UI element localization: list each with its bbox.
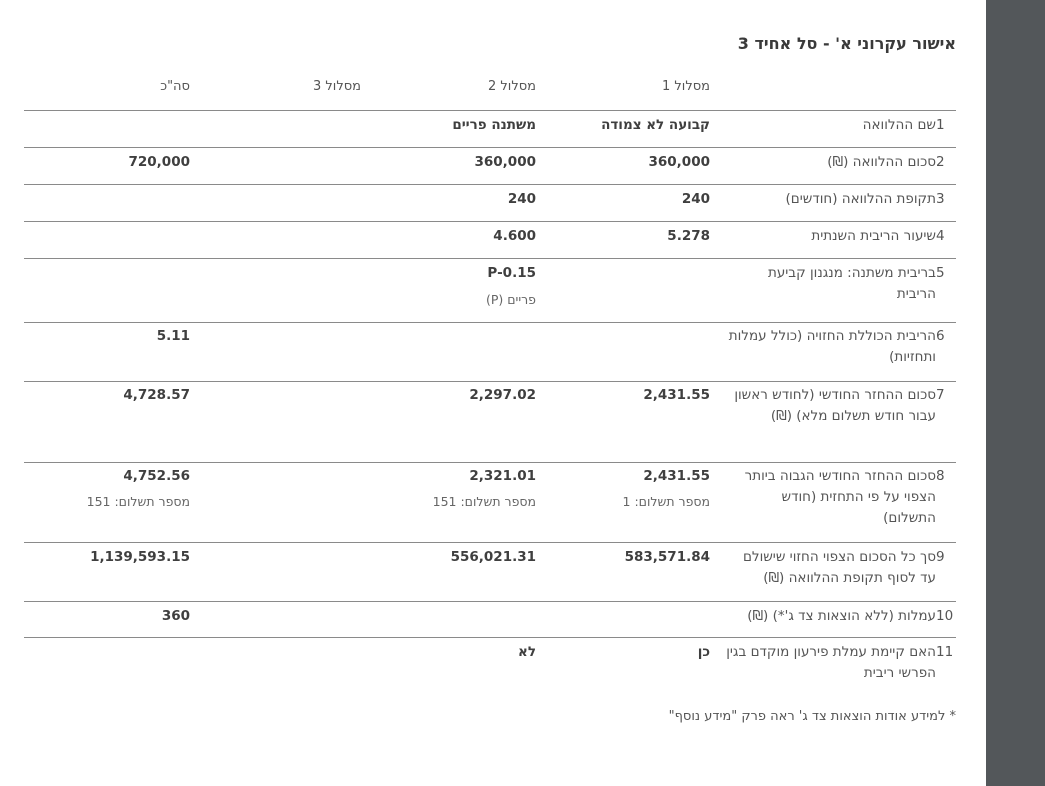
row-number: 5 — [936, 265, 945, 281]
cell-track-2: לא — [518, 644, 536, 660]
cell-total: 5.11 — [156, 328, 190, 344]
side-panel — [986, 0, 1045, 786]
cell-track-2-sub: מספר תשלום: 151 — [432, 494, 536, 509]
row-number: 1 — [936, 117, 945, 133]
table-divider — [24, 381, 956, 382]
row-label: סכום ההלוואה (₪) — [827, 154, 936, 170]
cell-total: 1,139,593.15 — [90, 549, 190, 565]
footnote: * למידע אודות הוצאות צד ג' ראה פרק "מידע נוסף" — [668, 709, 956, 724]
row-number: 10 — [936, 608, 954, 624]
cell-track-1: 240 — [681, 191, 710, 207]
row-label: בריבית משתנה: מנגנון קביעת הריבית — [767, 265, 936, 302]
row-label: תקופת ההלוואה (חודשים) — [785, 191, 936, 207]
cell-track-2: 4.600 — [493, 228, 536, 244]
cell-track-2-sub: פריים (P) — [485, 292, 536, 307]
row-label: שם ההלוואה — [862, 117, 936, 133]
header-track-3: מסלול 3 — [313, 79, 361, 94]
table-divider — [24, 462, 956, 463]
cell-track-2: P-0.15 — [487, 265, 536, 281]
row-number: 4 — [936, 228, 945, 244]
header-track-2: מסלול 2 — [488, 79, 536, 94]
table-divider — [24, 542, 956, 543]
cell-total: 720,000 — [128, 154, 190, 170]
cell-track-1: 5.278 — [667, 228, 710, 244]
table-divider — [24, 258, 956, 259]
table-divider — [24, 147, 956, 148]
cell-total: 4,728.57 — [123, 387, 190, 403]
row-label: סך כל הסכום הצפוי החזוי שישולם עד לסוף תקופת ההלוואה (₪) — [742, 549, 936, 586]
cell-track-2: 2,321.01 — [469, 468, 536, 484]
header-track-1: מסלול 1 — [662, 79, 710, 94]
table-divider — [24, 601, 956, 602]
cell-track-2: 556,021.31 — [450, 549, 536, 565]
row-number: 6 — [936, 328, 945, 344]
row-label: הריבית הכוללת החזויה (כולל עמלות ותחזיות) — [728, 328, 936, 365]
cell-total-sub: מספר תשלום: 151 — [86, 494, 190, 509]
cell-track-2: משתנה פריים — [452, 117, 536, 133]
cell-track-1: 2,431.55 — [643, 387, 710, 403]
table-divider — [24, 110, 956, 111]
cell-total: 4,752.56 — [123, 468, 190, 484]
cell-track-2: 2,297.02 — [469, 387, 536, 403]
row-label: עמלות (ללא הוצאות צד ג'*) (₪) — [747, 608, 936, 624]
table-divider — [24, 221, 956, 222]
cell-track-1: כן — [697, 644, 710, 660]
row-number: 3 — [936, 191, 945, 207]
row-label: האם קיימת עמלת פירעון מוקדם בגין הפרשי ריבית — [726, 644, 936, 681]
table-divider — [24, 184, 956, 185]
row-number: 2 — [936, 154, 945, 170]
cell-track-1: 583,571.84 — [624, 549, 710, 565]
row-label: שיעור הריבית השנתית — [811, 228, 936, 244]
cell-track-1: 2,431.55 — [643, 468, 710, 484]
header-total: סה"כ — [160, 79, 190, 94]
row-number: 9 — [936, 549, 945, 565]
cell-track-1: 360,000 — [648, 154, 710, 170]
table-divider — [24, 322, 956, 323]
cell-track-1-sub: מספר תשלום: 1 — [622, 494, 710, 509]
row-number: 7 — [936, 387, 945, 403]
row-number: 11 — [936, 644, 954, 660]
row-label: סכום ההחזר החודשי הגבוה ביותר הצפוי על פי התחזית (חודש התשלום) — [744, 468, 936, 526]
cell-track-1: קבועה לא צמודה — [601, 117, 710, 133]
page-title: אישור עקרוני א' - סל אחיד 3 — [737, 34, 956, 53]
row-number: 8 — [936, 468, 945, 484]
cell-total: 360 — [161, 608, 190, 624]
table-divider — [24, 637, 956, 638]
row-label: סכום ההחזר החודשי (לחודש ראשון עבור חודש תשלום מלא) (₪) — [734, 387, 936, 424]
cell-track-2: 360,000 — [474, 154, 536, 170]
cell-track-2: 240 — [507, 191, 536, 207]
